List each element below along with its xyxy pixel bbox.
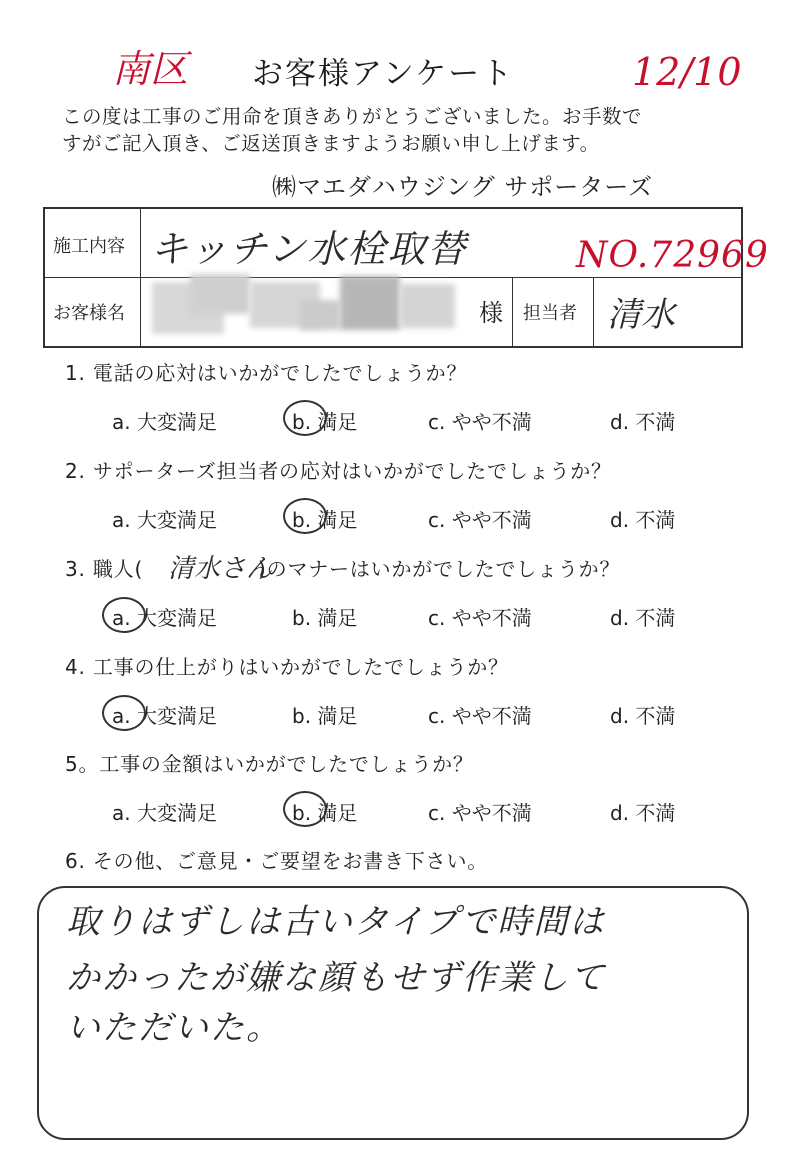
question-3	[65, 553, 620, 582]
honorific-label: 様	[479, 299, 503, 327]
work-label: 施工内容	[53, 236, 125, 257]
staff-label: 担当者	[523, 303, 577, 324]
q5-option-d[interactable]: d. 不満	[610, 801, 676, 825]
q1-option-a[interactable]: a. 大変満足	[112, 410, 217, 434]
q4-option-b[interactable]: b. 満足	[292, 704, 358, 728]
q3-option-d[interactable]: d. 不満	[610, 606, 676, 630]
q2-option-d[interactable]: d. 不満	[610, 508, 676, 532]
intro-line-2: すがご記入頂き、ご返送頂きますようお願い申し上げます。	[62, 132, 600, 155]
q5-option-c[interactable]: c. やや不満	[428, 801, 532, 825]
order-number-handwritten: NO.72969	[576, 235, 769, 276]
form-number-handwritten: 12/10	[632, 50, 742, 94]
q1-option-c[interactable]: c. やや不満	[428, 410, 532, 434]
intro-line-1: この度は工事のご用命を頂きありがとうございました。お手数で	[62, 105, 643, 128]
customer-label: お客様名	[53, 303, 125, 324]
q3-option-b[interactable]: b. 満足	[292, 606, 358, 630]
table-col-divider	[593, 277, 594, 346]
selected-circle-q1	[283, 400, 327, 436]
q2-option-b[interactable]: b. 満足	[292, 508, 358, 532]
q4-option-c[interactable]: c. やや不満	[428, 704, 532, 728]
q5-option-a[interactable]: a. 大変満足	[112, 801, 217, 825]
work-content-handwritten: キッチン水栓取替	[150, 227, 468, 271]
q5-option-b[interactable]: b. 満足	[292, 801, 358, 825]
question-1: 1. 電話の応対はいかがでしたでしょうか？	[65, 361, 468, 385]
question-3-suffix: )のマナーはいかがでしたでしょうか？	[258, 557, 621, 581]
q4-option-a[interactable]: a. 大変満足	[112, 704, 217, 728]
page-title: お客様アンケート	[252, 56, 515, 92]
table-col-divider	[140, 209, 141, 346]
craftsman-name-handwritten: 清水さん	[168, 554, 273, 584]
q1-option-b[interactable]: b. 満足	[292, 410, 358, 434]
question-5: 5。工事の金額はいかがでしたでしょうか？	[65, 752, 474, 776]
selected-circle-q3	[102, 597, 146, 633]
comment-line-2: かかったが嫌な顔もせず作業して	[66, 958, 606, 998]
table-col-divider	[512, 277, 513, 346]
selected-circle-q4	[102, 695, 146, 731]
staff-value-handwritten: 清水	[607, 295, 675, 335]
q3-option-c[interactable]: c. やや不満	[428, 606, 532, 630]
question-4: 4. 工事の仕上がりはいかがでしたでしょうか？	[65, 655, 509, 679]
question-2: 2. サポーターズ担当者の応対はいかがでしたでしょうか？	[65, 459, 612, 483]
selected-circle-q2	[283, 498, 327, 534]
ward-handwritten: 南区	[112, 47, 189, 91]
question-6: 6. その他、ご意見・ご要望をお書き下さい。	[65, 849, 489, 873]
q2-option-a[interactable]: a. 大変満足	[112, 508, 217, 532]
q3-option-a[interactable]: a. 大変満足	[112, 606, 217, 630]
question-3-prefix: 3. 職人(	[65, 557, 144, 581]
selected-circle-q5	[283, 791, 327, 827]
q2-option-c[interactable]: c. やや不満	[428, 508, 532, 532]
comment-line-3: いただいた。	[66, 1008, 282, 1048]
comment-line-1: 取りはずしは古いタイプで時間は	[66, 902, 606, 942]
q4-option-d[interactable]: d. 不満	[610, 704, 676, 728]
q1-option-d[interactable]: d. 不満	[610, 410, 676, 434]
company-name: ㈱マエダハウジング サポーターズ	[272, 173, 654, 201]
